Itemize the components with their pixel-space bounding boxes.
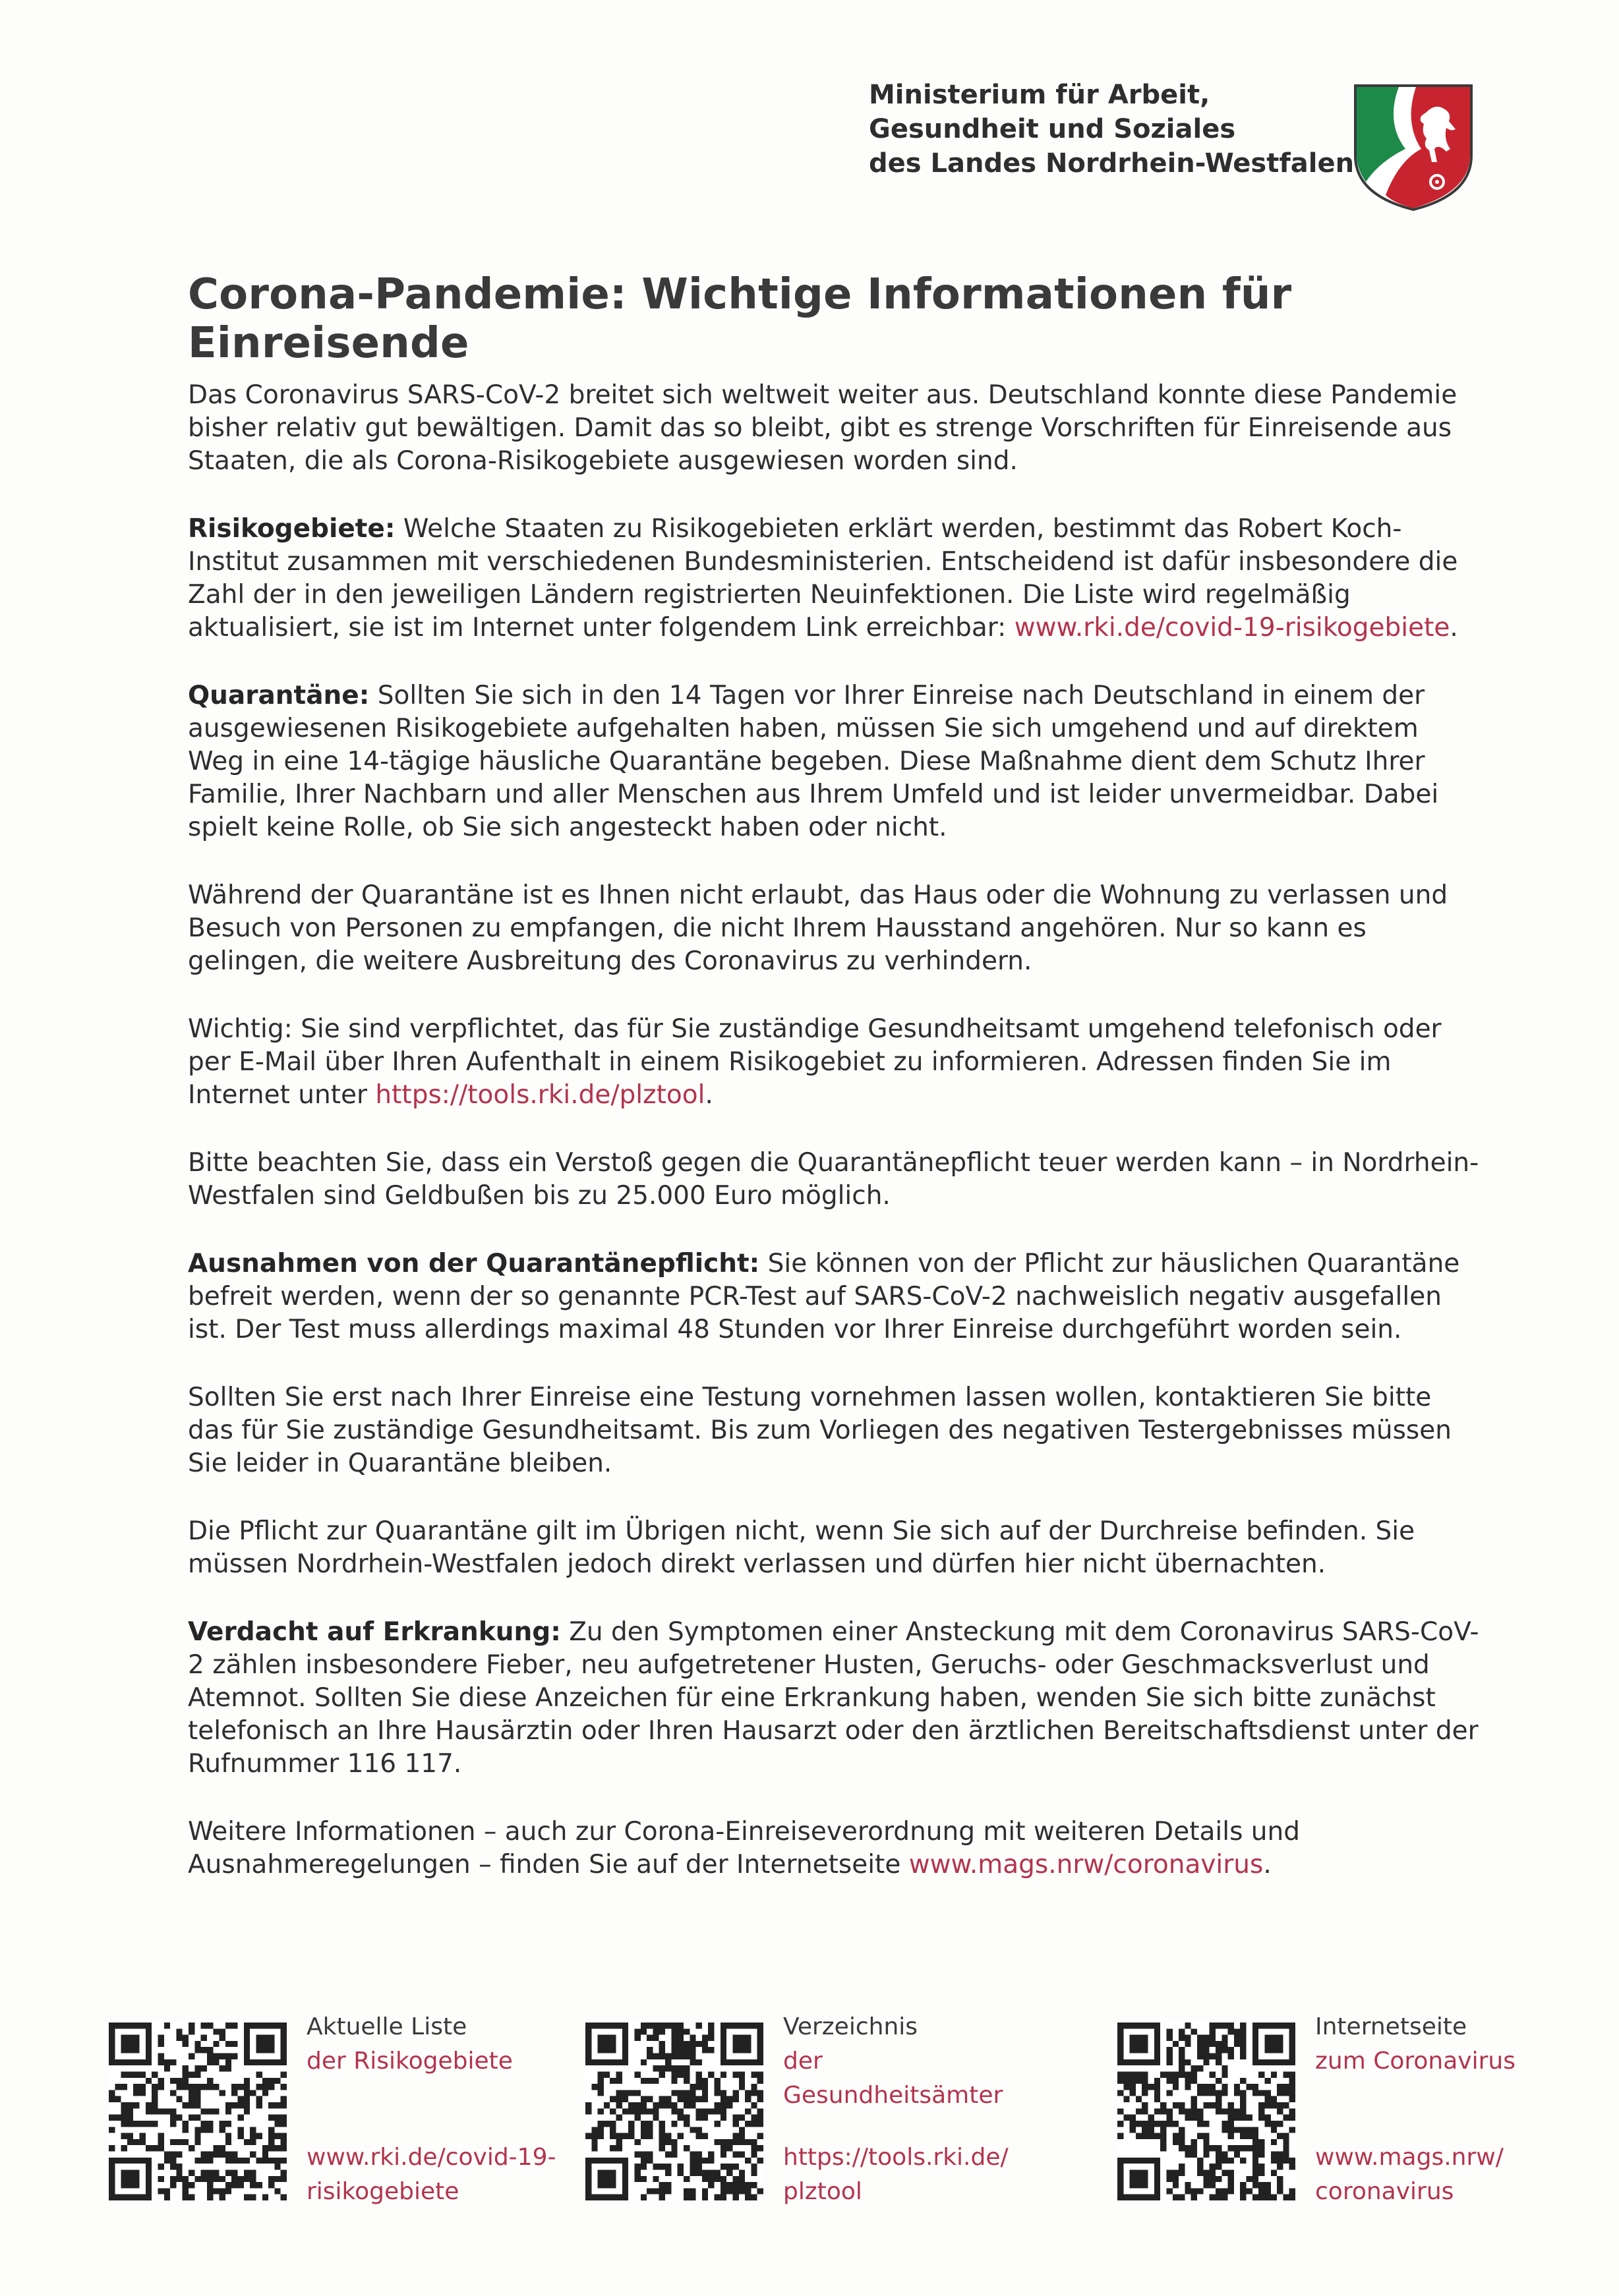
paragraph-risk-areas bbox=[188, 513, 1480, 645]
paragraph-exceptions bbox=[188, 1248, 1480, 1346]
paragraph-important bbox=[188, 1013, 1480, 1112]
link-plztool[interactable]: https://tools.rki.de/plztool bbox=[375, 1080, 705, 1110]
more-info-text: Weitere Informationen – auch zur Corona-Einreiseverordnung mit weiteren Details und Ausnahmeregelungen – finden Sie auf der Internetseite bbox=[188, 1817, 1300, 1880]
ministry-line: Gesundheit und Soziales bbox=[869, 114, 1236, 144]
qr-url-line: coronavirus bbox=[1315, 2178, 1454, 2205]
qr-title: Verzeichnis bbox=[783, 2013, 918, 2040]
heading-quarantine: Quarantäne: bbox=[188, 681, 370, 710]
qr-code-icon[interactable] bbox=[1117, 2022, 1295, 2201]
ministry-name bbox=[869, 78, 1354, 181]
exceptions-text: Sie können von der Pflicht zur häuslichen Quarantäne befreit werden, wenn der so genannte PCR-Test auf SARS-CoV-2 nachweislich negativ ausgefallen ist. Der Test muss allerdings maximal 48 Stunden vor Ihrer Einreise durchgeführt worden sein. bbox=[188, 1249, 1460, 1344]
qr-subtitle: der Risikogebiete bbox=[307, 2048, 513, 2075]
ministry-line: des Landes Nordrhein-Westfalen bbox=[869, 148, 1355, 179]
ministry-line: Ministerium für Arbeit, bbox=[869, 80, 1210, 110]
qr-url[interactable] bbox=[783, 2140, 1034, 2209]
paragraph-fine: Bitte beachten Sie, dass ein Verstoß gegen die Quarantänepflicht teuer werden kann – in Nordrhein-Westfalen sind Geldbußen bis zu 25.000 Euro möglich. bbox=[188, 1148, 1479, 1211]
qr-code-icon[interactable] bbox=[585, 2022, 763, 2201]
link-rki-risk-areas[interactable]: www.rki.de/covid-19-risikogebiete bbox=[1014, 613, 1450, 643]
important-text: Wichtig: Sie sind verpflichtet, das für Sie zuständige Gesundheitsamt umgehend telefonisch oder per E-Mail über Ihren Aufenthalt in einem Risikogebiet zu informieren. Adressen finden Sie im Internet unter bbox=[188, 1014, 1442, 1110]
qr-subtitle: zum Coronavirus bbox=[1315, 2048, 1516, 2075]
qr-subtitle: der Gesundheitsämter bbox=[783, 2048, 1003, 2109]
suspicion-text: Zu den Symptomen einer Ansteckung mit dem Coronavirus SARS-CoV-2 zählen insbesondere Fieber, neu aufgetretener Husten, Geruchs- oder Geschmacksverlust und Atemnot. Sollten Sie diese Anzeichen für eine Erkrankung haben, wenden Sie sich bitte zunächst telefonisch an Ihre Hausärztin oder Ihren Hausarzt oder den ärztlichen Bereitschaftsdienst unter der Rufnummer 116 117. bbox=[188, 1617, 1479, 1779]
punctuation: . bbox=[1450, 613, 1458, 643]
paragraph-during-quarantine: Während der Quarantäne ist es Ihnen nicht erlaubt, das Haus oder die Wohnung zu verlassen und Besuch von Personen zu empfangen, die nicht Ihrem Hausstand angehören. Nur so kann es gelingen, die weitere Ausbreitung des Coronavirus zu verhindern. bbox=[188, 880, 1448, 976]
qr-title: Internetseite bbox=[1315, 2013, 1467, 2040]
paragraph-suspicion bbox=[188, 1616, 1480, 1781]
qr-block-coronavirus-site bbox=[1117, 2010, 1539, 2208]
paragraph-transit: Die Pflicht zur Quarantäne gilt im Übrigen nicht, wenn Sie sich auf der Durchreise befinden. Sie müssen Nordrhein-Westfalen jedoch direkt verlassen und dürfen hier nicht übernachten. bbox=[188, 1516, 1415, 1579]
qr-url-line: https://tools.rki.de/ bbox=[783, 2144, 1009, 2171]
paragraph-testing-after: Sollten Sie erst nach Ihrer Einreise eine Testung vornehmen lassen wollen, kontaktieren Sie bitte das für Sie zuständige Gesundheitsamt. Bis zum Vorliegen des negativen Testergebnisses müssen Sie leider in Quarantäne bleiben. bbox=[188, 1383, 1452, 1478]
heading-exceptions: Ausnahmen von der Quarantänepflicht: bbox=[188, 1249, 760, 1278]
quarantine-text: Sollten Sie sich in den 14 Tagen vor Ihrer Einreise nach Deutschland in einem der ausgewiesenen Risikogebiete aufgehalten haben, müssen Sie sich umgehend und auf direktem Weg in eine 14-tägige häusliche Quarantäne begeben. Diese Maßnahme dient dem Schutz Ihrer Familie, Ihrer Nachbarn und aller Menschen aus Ihrem Umfeld und ist leider unvermeidbar. Dabei spielt keine Rolle, ob Sie sich angesteckt haben oder nicht. bbox=[188, 681, 1439, 842]
heading-suspicion: Verdacht auf Erkrankung: bbox=[188, 1617, 561, 1647]
qr-url[interactable] bbox=[307, 2140, 557, 2209]
qr-block-risk-areas bbox=[109, 2010, 556, 2208]
qr-block-health-offices bbox=[585, 2010, 1007, 2208]
qr-url-line: www.mags.nrw/ bbox=[1315, 2144, 1504, 2171]
heading-risk-areas: Risikogebiete: bbox=[188, 514, 396, 544]
qr-url-line: risikogebiete bbox=[307, 2178, 459, 2205]
qr-title: Aktuelle Liste bbox=[307, 2013, 467, 2040]
qr-url-line: www.rki.de/covid-19- bbox=[307, 2144, 556, 2171]
paragraph-more-info bbox=[188, 1816, 1480, 1881]
document-body bbox=[188, 379, 1480, 1916]
nrw-coat-of-arms-icon bbox=[1353, 83, 1474, 212]
paragraph-intro: Das Coronavirus SARS-CoV-2 breitet sich weltweit weiter aus. Deutschland konnte diese Pandemie bisher relativ gut bewältigen. Damit das so bleibt, gibt es strenge Vorschriften für Einreisende aus Staaten, die als Corona-Risikogebiete ausgewiesen worden sind. bbox=[188, 380, 1457, 476]
punctuation: . bbox=[1263, 1850, 1272, 1880]
page-title: Corona-Pandemie: Wichtige Informationen für Einreisende bbox=[188, 270, 1292, 368]
punctuation: . bbox=[705, 1080, 713, 1110]
qr-url[interactable] bbox=[1315, 2140, 1566, 2209]
risk-areas-text: Welche Staaten zu Risikogebieten erklärt werden, bestimmt das Robert Koch-Institut zusammen mit verschiedenen Bundesministerien. Entscheidend ist dafür insbesondere die Zahl der in den jeweiligen Ländern registrierten Neuinfektionen. Die Liste wird regelmäßig aktualisiert, sie ist im Internet unter folgendem Link erreichbar: bbox=[188, 514, 1458, 643]
link-mags-coronavirus[interactable]: www.mags.nrw/coronavirus bbox=[908, 1850, 1264, 1880]
qr-code-icon[interactable] bbox=[109, 2022, 287, 2201]
paragraph-quarantine bbox=[188, 679, 1480, 844]
qr-url-line: plztool bbox=[783, 2178, 862, 2205]
